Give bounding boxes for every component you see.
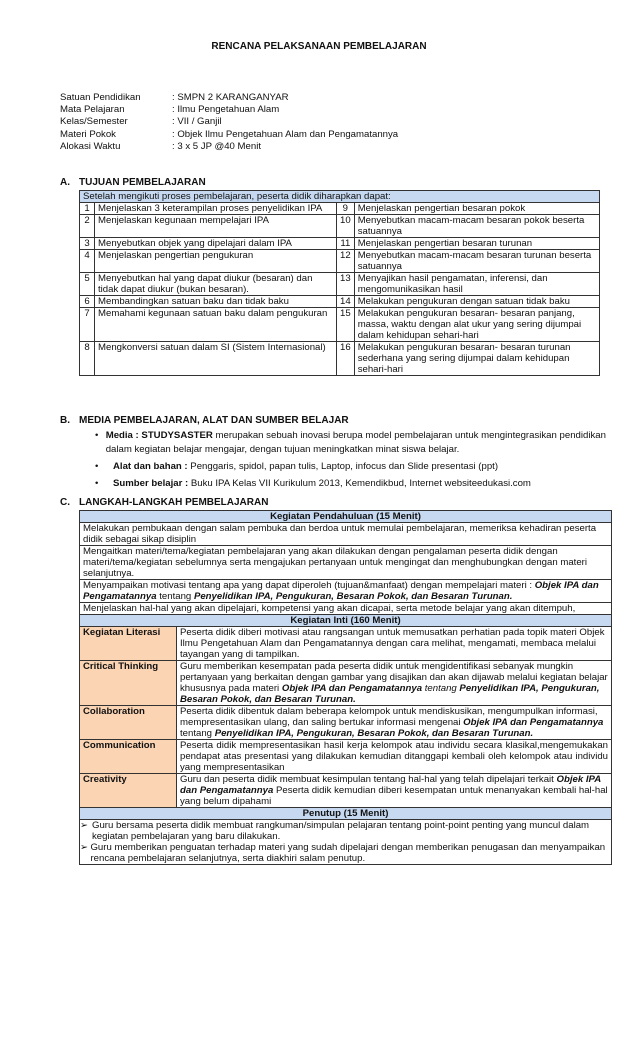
media-list-item — [95, 477, 615, 491]
objective-number: 9 — [337, 203, 355, 215]
objective-text: Membandingkan satuan baku dan tidak baku — [95, 296, 337, 308]
inti-header: Kegiatan Inti (160 Menit) — [80, 615, 612, 627]
section-number: C. — [60, 497, 70, 508]
pendahuluan-step — [80, 523, 612, 546]
text-run: Objek IPA dan Pengamatannya — [463, 717, 604, 728]
info-value: : SMPN 2 KARANGANYAR — [172, 92, 289, 103]
objective-row — [80, 215, 600, 238]
penutup-item — [80, 842, 608, 864]
text-run: Melakukan pembukaan dengan salam pembuka dan berdoa untuk memulai pembelajaran, memeriksa kehadiran peserta didik sebagai sikap disiplin — [83, 523, 597, 545]
objective-number: 16 — [337, 342, 355, 376]
info-row — [60, 92, 398, 104]
info-value: : VII / Ganjil — [172, 116, 222, 128]
info-value: : Ilmu Pengetahuan Alam — [172, 104, 280, 116]
objective-row — [80, 342, 600, 376]
section-b-heading — [60, 415, 349, 426]
inti-description — [177, 706, 612, 740]
objective-text: Menyebutkan macam-macam besaran turunan beserta satuannya — [354, 250, 599, 273]
identity-block — [60, 92, 398, 153]
inti-description — [177, 774, 612, 808]
penutup-header: Penutup (15 Menit) — [80, 808, 612, 820]
section-number: A. — [60, 177, 70, 188]
text-run: tentang — [156, 591, 194, 602]
media-list — [95, 429, 615, 494]
objective-number: 10 — [337, 215, 355, 238]
objective-text: Melakukan pengukuran besaran- besaran panjang, massa, waktu dengan alat ukur yang sering dijumpai dalam kehidupan sehari-hari — [354, 308, 599, 342]
media-item-desc: merupakan sebuah inovasi berupa model pembelajaran untuk mengintegrasikan pendidikan dalam kegiatan belajar mengajar, dengan tujuan meningkatkan minat siswa belajar. — [105, 430, 606, 455]
inti-label: Kegiatan Literasi — [80, 627, 177, 661]
inti-label: Creativity — [80, 774, 177, 808]
text-run: Penyelidikan IPA, Pengukuran, Besaran Pokok, dan Besaran Turunan. — [180, 683, 600, 705]
objective-row — [80, 296, 600, 308]
penutup-row — [80, 820, 612, 865]
objective-number: 8 — [80, 342, 95, 376]
objective-text: Menyebutkan macam-macam besaran pokok beserta satuannya — [354, 215, 599, 238]
objectives-header: Setelah mengikuti proses pembelajaran, peserta didik diharapkan dapat: — [80, 191, 600, 203]
penutup-item-text: Guru bersama peserta didik membuat rangkuman/simpulan pelajaran tentang point-point penting yang muncul dalam kegiatan pembelajaran yang baru dilakukan. — [92, 820, 590, 842]
objectives-table — [79, 190, 600, 376]
inti-row — [80, 740, 612, 774]
text-run: Peserta didik dibentuk dalam beberapa kelompok untuk mendiskusikan, mengumpulkan informasi, mempresentasikan ulang, dan saling bertukar informasi mengenai — [180, 706, 598, 728]
inti-row — [80, 627, 612, 661]
text-run: Peserta didik diberi motivasi atau rangsangan untuk memusatkan perhatian pada topik materi Objek Ilmu Pengetahuan Alam dan Pengamatannya dengan cara melihat, mengamati, membaca melalui tayangan yang di tampilkan. — [180, 627, 605, 660]
inti-description — [177, 661, 612, 706]
bullet-icon: • — [95, 478, 99, 489]
text-run: Peserta didik kemudian diberi kesempatan untuk menanyakan kembali hal-hal yang belum dipahami — [180, 785, 608, 807]
text-run: tentang — [422, 683, 460, 694]
objective-number: 14 — [337, 296, 355, 308]
objective-row — [80, 203, 600, 215]
info-label: Materi Pokok — [60, 128, 116, 140]
steps-table — [79, 510, 612, 865]
inti-label: Collaboration — [80, 706, 177, 740]
pendahuluan-header-row — [80, 511, 612, 523]
text-run: Menyampaikan motivasi tentang apa yang dapat diperoleh (tujuan&manfaat) dengan mempelajari materi : — [83, 580, 535, 591]
pendahuluan-row — [80, 603, 612, 615]
media-item-desc: Penggaris, spidol, papan tulis, Laptop, infocus dan Slide presentasi (ppt) — [187, 461, 499, 472]
objective-number: 15 — [337, 308, 355, 342]
info-row — [60, 104, 398, 116]
pendahuluan-step — [80, 580, 612, 603]
objective-text: Menjelaskan kegunaan mempelajari IPA — [95, 215, 337, 238]
objective-text: Menjelaskan pengertian besaran pokok — [354, 203, 599, 215]
section-a-heading — [60, 177, 206, 188]
info-row — [60, 141, 398, 153]
text-run: Guru dan peserta didik membuat kesimpulan tentang hal-hal yang telah dipelajari terkait — [180, 774, 557, 785]
objective-text: Melakukan pengukuran besaran- besaran turunan sederhana yang sering dijumpai dalam kehidupan sehari-hari — [354, 342, 599, 376]
objective-row — [80, 250, 600, 273]
pendahuluan-row — [80, 546, 612, 580]
media-list-item — [95, 429, 615, 457]
objective-text: Menyebutkan hal yang dapat diukur (besaran) dan tidak dapat diukur (bukan besaran). — [95, 273, 337, 296]
objective-number: 1 — [80, 203, 95, 215]
objective-text: Memahami kegunaan satuan baku dalam pengukuran — [95, 308, 337, 342]
objective-number: 5 — [80, 273, 95, 296]
penutup-header-row — [80, 808, 612, 820]
document-title: RENCANA PELAKSANAAN PEMBELAJARAN — [211, 41, 427, 52]
media-item-desc: Buku IPA Kelas VII Kurikulum 2013, Kemendikbud, Internet websiteedukasi.com — [188, 478, 531, 489]
text-run: Penyelidikan IPA, Pengukuran, Besaran Pokok, dan Besaran Turunan. — [214, 728, 534, 739]
objective-row — [80, 238, 600, 250]
pendahuluan-header: Kegiatan Pendahuluan (15 Menit) — [80, 511, 612, 523]
media-item-label: Media : STUDYSASTER — [105, 430, 213, 441]
arrow-bullet-icon: ➢ — [80, 842, 89, 853]
objective-number: 3 — [80, 238, 95, 250]
objective-text: Menjelaskan 3 keterampilan proses penyelidikan IPA — [95, 203, 337, 215]
info-value: : 3 x 5 JP @40 Menit — [172, 140, 262, 152]
penutup-list — [80, 820, 612, 865]
objective-number: 11 — [337, 238, 355, 250]
pendahuluan-step — [80, 603, 612, 615]
media-item-label: Sumber belajar : — [113, 478, 189, 489]
media-item-text — [113, 477, 531, 491]
section-title: LANGKAH-LANGKAH PEMBELAJARAN — [79, 497, 269, 508]
info-row — [60, 116, 398, 128]
objective-row — [80, 308, 600, 342]
objective-number: 12 — [337, 250, 355, 273]
section-number: B. — [60, 415, 70, 426]
info-row — [60, 129, 398, 141]
inti-label: Critical Thinking — [80, 661, 177, 706]
inti-header-row — [80, 615, 612, 627]
arrow-bullet-icon: ➢ — [80, 820, 89, 831]
info-label: Mata Pelajaran — [60, 104, 125, 116]
inti-description — [177, 627, 612, 661]
section-c-heading — [60, 497, 268, 508]
objective-number: 7 — [80, 308, 95, 342]
pendahuluan-step — [80, 546, 612, 580]
text-run: tentang — [180, 728, 215, 739]
inti-description — [177, 740, 612, 774]
text-run: Objek IPA dan Pengamatannya — [180, 774, 601, 796]
objective-number: 4 — [80, 250, 95, 273]
bullet-icon: • — [95, 430, 99, 441]
text-run: Penyelidikan IPA, Pengukuran, Besaran Pokok, dan Besaran Turunan. — [193, 591, 513, 602]
media-item-text — [106, 429, 615, 457]
objective-number: 13 — [337, 273, 355, 296]
inti-row — [80, 774, 612, 808]
objective-text: Menjelaskan pengertian pengukuran — [95, 250, 337, 273]
inti-row — [80, 661, 612, 706]
objective-text: Melakukan pengukuran dengan satuan tidak baku — [354, 296, 599, 308]
inti-label: Communication — [80, 740, 177, 774]
media-list-item — [95, 460, 615, 474]
penutup-item-text: Guru memberikan penguatan terhadap materi yang sudah dipelajari dengan memberikan penugasan dan menyampaikan rencana pembelajaran selanjutnya, serta diakhiri salam penutup. — [90, 842, 606, 864]
media-item-text — [113, 460, 498, 474]
section-title: TUJUAN PEMBELAJARAN — [79, 177, 206, 188]
text-run: Menjelaskan hal-hal yang akan dipelajari, kompetensi yang akan dicapai, serta metode belajar yang akan ditempuh, — [83, 603, 576, 614]
objective-number: 2 — [80, 215, 95, 238]
media-item-label: Alat dan bahan : — [113, 461, 188, 472]
text-run: Guru memberikan kesempatan pada peserta didik untuk mengidentifikasi sebanyak mungkin pertanyaan yang berkaitan dengan gambar yang disajikan dan akan dijawab melalui kegiatan belajar khususnya pada materi — [180, 661, 608, 694]
info-label: Alokasi Waktu — [60, 140, 121, 152]
objective-text: Menyajikan hasil pengamatan, inferensi, dan mengomunikasikan hasil — [354, 273, 599, 296]
info-label: Satuan Pendidikan — [60, 92, 141, 103]
pendahuluan-row — [80, 580, 612, 603]
objective-text: Mengkonversi satuan dalam SI (Sistem Internasional) — [95, 342, 337, 376]
pendahuluan-row — [80, 523, 612, 546]
objective-text: Menjelaskan pengertian besaran turunan — [354, 238, 599, 250]
objective-row — [80, 273, 600, 296]
text-run: Mengaitkan materi/tema/kegiatan pembelajaran yang akan dilakukan dengan pengalaman peserta didik dengan materi/tema/kegiatan sebelumnya serta mengajukan pertanyaan untuk mengingat dan menghubungkan dengan materi selanjutnya. — [83, 546, 587, 579]
objective-number: 6 — [80, 296, 95, 308]
objective-text: Menyebutkan objek yang dipelajari dalam IPA — [95, 238, 337, 250]
text-run: Objek IPA dan Pengamatannya — [83, 580, 599, 602]
bullet-icon: • — [95, 461, 99, 472]
info-label: Kelas/Semester — [60, 116, 128, 128]
section-title: MEDIA PEMBELAJARAN, ALAT DAN SUMBER BELAJAR — [79, 415, 349, 426]
inti-row — [80, 706, 612, 740]
text-run: Objek IPA dan Pengamatannya — [281, 683, 423, 694]
penutup-item — [80, 820, 608, 842]
text-run: Peserta didik mempresentasikan hasil kerja kelompok atau individu secara klasikal,mengemukakan pendapat atas presentasi yang dilakukan kemudian ditanggapi kembali oleh kelompok atau individu yang mempresentasikan — [180, 740, 608, 773]
info-value: : Objek Ilmu Pengetahuan Alam dan Pengamatannya — [172, 128, 399, 140]
